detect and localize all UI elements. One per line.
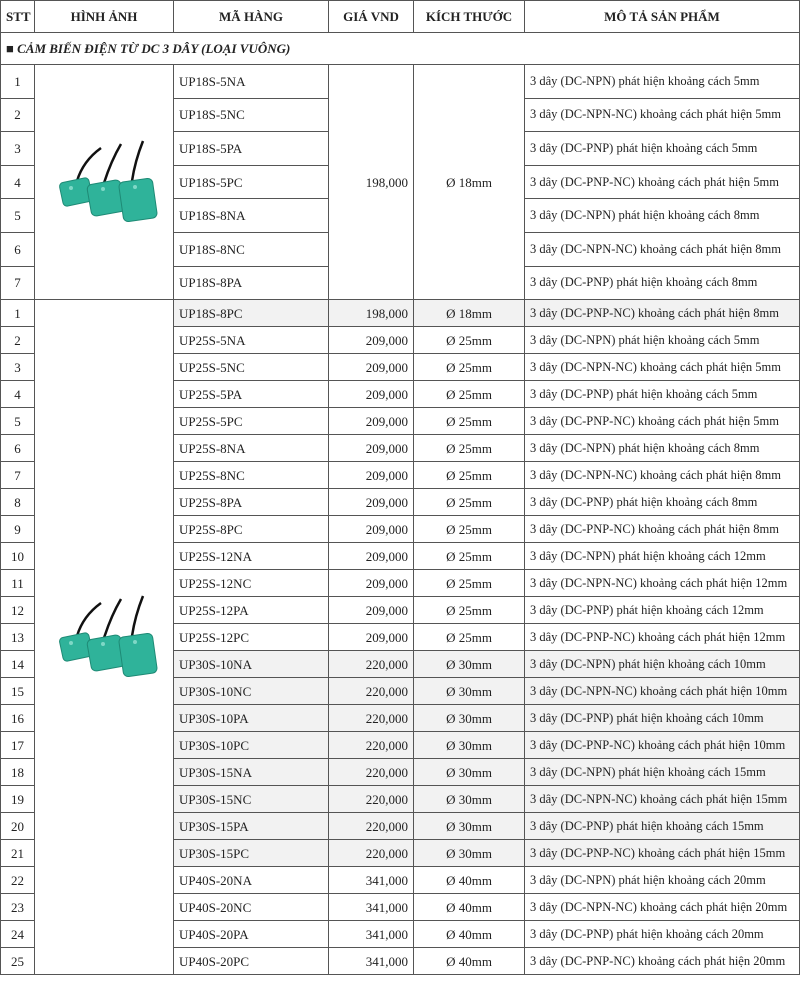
description-cell: 3 dây (DC-PNP) phát hiện khoảng cách 12mm bbox=[525, 597, 800, 624]
header-stt: STT bbox=[1, 1, 35, 33]
size-cell: Ø 30mm bbox=[414, 678, 525, 705]
price-cell: 220,000 bbox=[329, 786, 414, 813]
header-code: MÃ HÀNG bbox=[174, 1, 329, 33]
size-cell: Ø 25mm bbox=[414, 327, 525, 354]
description-cell: 3 dây (DC-NPN-NC) khoảng cách phát hiện 15mm bbox=[525, 786, 800, 813]
code-cell: UP40S-20PC bbox=[174, 948, 329, 975]
description-cell: 3 dây (DC-PNP-NC) khoảng cách phát hiện 12mm bbox=[525, 624, 800, 651]
size-cell: Ø 25mm bbox=[414, 354, 525, 381]
size-cell: Ø 40mm bbox=[414, 894, 525, 921]
code-cell: UP30S-15NC bbox=[174, 786, 329, 813]
code-cell: UP30S-10PC bbox=[174, 732, 329, 759]
header-row bbox=[1, 1, 800, 33]
code-cell: UP25S-12NA bbox=[174, 543, 329, 570]
stt-cell: 4 bbox=[1, 381, 35, 408]
stt-cell: 1 bbox=[1, 65, 35, 99]
size-cell: Ø 25mm bbox=[414, 597, 525, 624]
price-cell: 209,000 bbox=[329, 327, 414, 354]
code-cell: UP18S-5PA bbox=[174, 132, 329, 166]
header-image: HÌNH ẢNH bbox=[35, 1, 174, 33]
price-cell: 220,000 bbox=[329, 732, 414, 759]
description-cell: 3 dây (DC-NPN-NC) khoảng cách phát hiện 20mm bbox=[525, 894, 800, 921]
description-cell: 3 dây (DC-PNP) phát hiện khoảng cách 8mm bbox=[525, 489, 800, 516]
description-cell: 3 dây (DC-PNP-NC) khoảng cách phát hiện 15mm bbox=[525, 840, 800, 867]
price-cell: 341,000 bbox=[329, 921, 414, 948]
stt-cell: 3 bbox=[1, 354, 35, 381]
price-cell: 209,000 bbox=[329, 543, 414, 570]
code-cell: UP25S-8NA bbox=[174, 435, 329, 462]
code-cell: UP25S-8PA bbox=[174, 489, 329, 516]
code-cell: UP30S-15PC bbox=[174, 840, 329, 867]
price-cell: 198,000 bbox=[329, 65, 414, 300]
stt-cell: 25 bbox=[1, 948, 35, 975]
stt-cell: 9 bbox=[1, 516, 35, 543]
size-cell: Ø 25mm bbox=[414, 570, 525, 597]
description-cell: 3 dây (DC-PNP) phát hiện khoảng cách 15mm bbox=[525, 813, 800, 840]
stt-cell: 14 bbox=[1, 651, 35, 678]
price-cell: 341,000 bbox=[329, 894, 414, 921]
size-cell: Ø 30mm bbox=[414, 840, 525, 867]
code-cell: UP25S-8NC bbox=[174, 462, 329, 489]
stt-cell: 7 bbox=[1, 462, 35, 489]
description-cell: 3 dây (DC-PNP) phát hiện khoảng cách 20mm bbox=[525, 921, 800, 948]
sensor-product-image bbox=[49, 136, 159, 226]
stt-cell: 6 bbox=[1, 435, 35, 462]
stt-cell: 19 bbox=[1, 786, 35, 813]
size-cell: Ø 25mm bbox=[414, 516, 525, 543]
description-cell: 3 dây (DC-PNP) phát hiện khoảng cách 8mm bbox=[525, 266, 800, 300]
code-cell: UP40S-20NA bbox=[174, 867, 329, 894]
price-cell: 341,000 bbox=[329, 948, 414, 975]
header-size: KÍCH THƯỚC bbox=[414, 1, 525, 33]
code-cell: UP25S-8PC bbox=[174, 516, 329, 543]
code-cell: UP18S-5PC bbox=[174, 165, 329, 199]
square-bullet-icon: ■ bbox=[6, 41, 14, 56]
size-cell: Ø 30mm bbox=[414, 813, 525, 840]
size-cell: Ø 40mm bbox=[414, 921, 525, 948]
stt-cell: 11 bbox=[1, 570, 35, 597]
product-image-cell bbox=[35, 300, 174, 975]
description-cell: 3 dây (DC-PNP-NC) khoảng cách phát hiện 20mm bbox=[525, 948, 800, 975]
stt-cell: 12 bbox=[1, 597, 35, 624]
description-cell: 3 dây (DC-PNP-NC) khoảng cách phát hiện 5mm bbox=[525, 165, 800, 199]
description-cell: 3 dây (DC-NPN-NC) khoảng cách phát hiện 12mm bbox=[525, 570, 800, 597]
size-cell: Ø 25mm bbox=[414, 408, 525, 435]
size-cell: Ø 25mm bbox=[414, 489, 525, 516]
size-cell: Ø 25mm bbox=[414, 381, 525, 408]
price-cell: 220,000 bbox=[329, 759, 414, 786]
code-cell: UP25S-5PA bbox=[174, 381, 329, 408]
section-row bbox=[1, 33, 800, 65]
price-cell: 220,000 bbox=[329, 678, 414, 705]
price-cell: 209,000 bbox=[329, 516, 414, 543]
code-cell: UP25S-12NC bbox=[174, 570, 329, 597]
stt-cell: 6 bbox=[1, 232, 35, 266]
size-cell: Ø 30mm bbox=[414, 705, 525, 732]
description-cell: 3 dây (DC-NPN-NC) khoảng cách phát hiện 5mm bbox=[525, 98, 800, 132]
code-cell: UP25S-5PC bbox=[174, 408, 329, 435]
code-cell: UP18S-8NA bbox=[174, 199, 329, 233]
sensor-product-image bbox=[49, 591, 159, 681]
price-cell: 209,000 bbox=[329, 624, 414, 651]
description-cell: 3 dây (DC-NPN) phát hiện khoảng cách 12mm bbox=[525, 543, 800, 570]
stt-cell: 20 bbox=[1, 813, 35, 840]
code-cell: UP30S-10NC bbox=[174, 678, 329, 705]
price-cell: 341,000 bbox=[329, 867, 414, 894]
price-cell: 209,000 bbox=[329, 435, 414, 462]
code-cell: UP18S-8PA bbox=[174, 266, 329, 300]
code-cell: UP30S-15NA bbox=[174, 759, 329, 786]
price-cell: 220,000 bbox=[329, 813, 414, 840]
code-cell: UP30S-15PA bbox=[174, 813, 329, 840]
price-cell: 209,000 bbox=[329, 462, 414, 489]
description-cell: 3 dây (DC-PNP-NC) khoảng cách phát hiện 8mm bbox=[525, 300, 800, 327]
stt-cell: 16 bbox=[1, 705, 35, 732]
stt-cell: 5 bbox=[1, 199, 35, 233]
description-cell: 3 dây (DC-NPN) phát hiện khoảng cách 10mm bbox=[525, 651, 800, 678]
description-cell: 3 dây (DC-NPN) phát hiện khoảng cách 8mm bbox=[525, 199, 800, 233]
size-cell: Ø 25mm bbox=[414, 543, 525, 570]
description-cell: 3 dây (DC-NPN-NC) khoảng cách phát hiện 10mm bbox=[525, 678, 800, 705]
code-cell: UP25S-5NA bbox=[174, 327, 329, 354]
size-cell: Ø 30mm bbox=[414, 651, 525, 678]
product-image-cell bbox=[35, 65, 174, 300]
stt-cell: 22 bbox=[1, 867, 35, 894]
table-row bbox=[1, 300, 800, 327]
size-cell: Ø 30mm bbox=[414, 786, 525, 813]
size-cell: Ø 30mm bbox=[414, 759, 525, 786]
description-cell: 3 dây (DC-NPN-NC) khoảng cách phát hiện 5mm bbox=[525, 354, 800, 381]
price-cell: 209,000 bbox=[329, 381, 414, 408]
price-cell: 209,000 bbox=[329, 408, 414, 435]
stt-cell: 10 bbox=[1, 543, 35, 570]
size-cell: Ø 18mm bbox=[414, 300, 525, 327]
description-cell: 3 dây (DC-NPN) phát hiện khoảng cách 5mm bbox=[525, 65, 800, 99]
code-cell: UP30S-10NA bbox=[174, 651, 329, 678]
price-cell: 209,000 bbox=[329, 597, 414, 624]
description-cell: 3 dây (DC-PNP-NC) khoảng cách phát hiện 8mm bbox=[525, 516, 800, 543]
stt-cell: 1 bbox=[1, 300, 35, 327]
code-cell: UP25S-5NC bbox=[174, 354, 329, 381]
price-cell: 209,000 bbox=[329, 570, 414, 597]
description-cell: 3 dây (DC-NPN-NC) khoảng cách phát hiện 8mm bbox=[525, 462, 800, 489]
section-title-text: CẢM BIẾN ĐIỆN TỪ DC 3 DÂY (LOẠI VUÔNG) bbox=[17, 41, 291, 56]
stt-cell: 5 bbox=[1, 408, 35, 435]
code-cell: UP40S-20NC bbox=[174, 894, 329, 921]
stt-cell: 2 bbox=[1, 98, 35, 132]
description-cell: 3 dây (DC-NPN) phát hiện khoảng cách 5mm bbox=[525, 327, 800, 354]
code-cell: UP30S-10PA bbox=[174, 705, 329, 732]
stt-cell: 8 bbox=[1, 489, 35, 516]
stt-cell: 3 bbox=[1, 132, 35, 166]
price-cell: 220,000 bbox=[329, 705, 414, 732]
size-cell: Ø 40mm bbox=[414, 867, 525, 894]
description-cell: 3 dây (DC-NPN) phát hiện khoảng cách 15mm bbox=[525, 759, 800, 786]
code-cell: UP18S-5NC bbox=[174, 98, 329, 132]
size-cell: Ø 25mm bbox=[414, 435, 525, 462]
code-cell: UP18S-8NC bbox=[174, 232, 329, 266]
size-cell: Ø 25mm bbox=[414, 462, 525, 489]
description-cell: 3 dây (DC-PNP-NC) khoảng cách phát hiện 5mm bbox=[525, 408, 800, 435]
size-cell: Ø 25mm bbox=[414, 624, 525, 651]
stt-cell: 13 bbox=[1, 624, 35, 651]
stt-cell: 17 bbox=[1, 732, 35, 759]
description-cell: 3 dây (DC-PNP) phát hiện khoảng cách 5mm bbox=[525, 381, 800, 408]
code-cell: UP18S-5NA bbox=[174, 65, 329, 99]
size-cell: Ø 18mm bbox=[414, 65, 525, 300]
section-title bbox=[1, 33, 800, 65]
price-cell: 198,000 bbox=[329, 300, 414, 327]
code-cell: UP25S-12PC bbox=[174, 624, 329, 651]
description-cell: 3 dây (DC-NPN) phát hiện khoảng cách 8mm bbox=[525, 435, 800, 462]
code-cell: UP18S-8PC bbox=[174, 300, 329, 327]
size-cell: Ø 40mm bbox=[414, 948, 525, 975]
code-cell: UP25S-12PA bbox=[174, 597, 329, 624]
price-cell: 220,000 bbox=[329, 651, 414, 678]
price-cell: 220,000 bbox=[329, 840, 414, 867]
description-cell: 3 dây (DC-PNP) phát hiện khoảng cách 5mm bbox=[525, 132, 800, 166]
description-cell: 3 dây (DC-NPN) phát hiện khoảng cách 20mm bbox=[525, 867, 800, 894]
description-cell: 3 dây (DC-PNP) phát hiện khoảng cách 10mm bbox=[525, 705, 800, 732]
price-cell: 209,000 bbox=[329, 489, 414, 516]
header-price: GIÁ VND bbox=[329, 1, 414, 33]
header-description: MÔ TẢ SẢN PHẨM bbox=[525, 1, 800, 33]
stt-cell: 2 bbox=[1, 327, 35, 354]
table-row bbox=[1, 65, 800, 99]
stt-cell: 24 bbox=[1, 921, 35, 948]
stt-cell: 21 bbox=[1, 840, 35, 867]
stt-cell: 15 bbox=[1, 678, 35, 705]
stt-cell: 23 bbox=[1, 894, 35, 921]
code-cell: UP40S-20PA bbox=[174, 921, 329, 948]
description-cell: 3 dây (DC-PNP-NC) khoảng cách phát hiện 10mm bbox=[525, 732, 800, 759]
size-cell: Ø 30mm bbox=[414, 732, 525, 759]
price-cell: 209,000 bbox=[329, 354, 414, 381]
description-cell: 3 dây (DC-NPN-NC) khoảng cách phát hiện 8mm bbox=[525, 232, 800, 266]
stt-cell: 4 bbox=[1, 165, 35, 199]
stt-cell: 18 bbox=[1, 759, 35, 786]
stt-cell: 7 bbox=[1, 266, 35, 300]
